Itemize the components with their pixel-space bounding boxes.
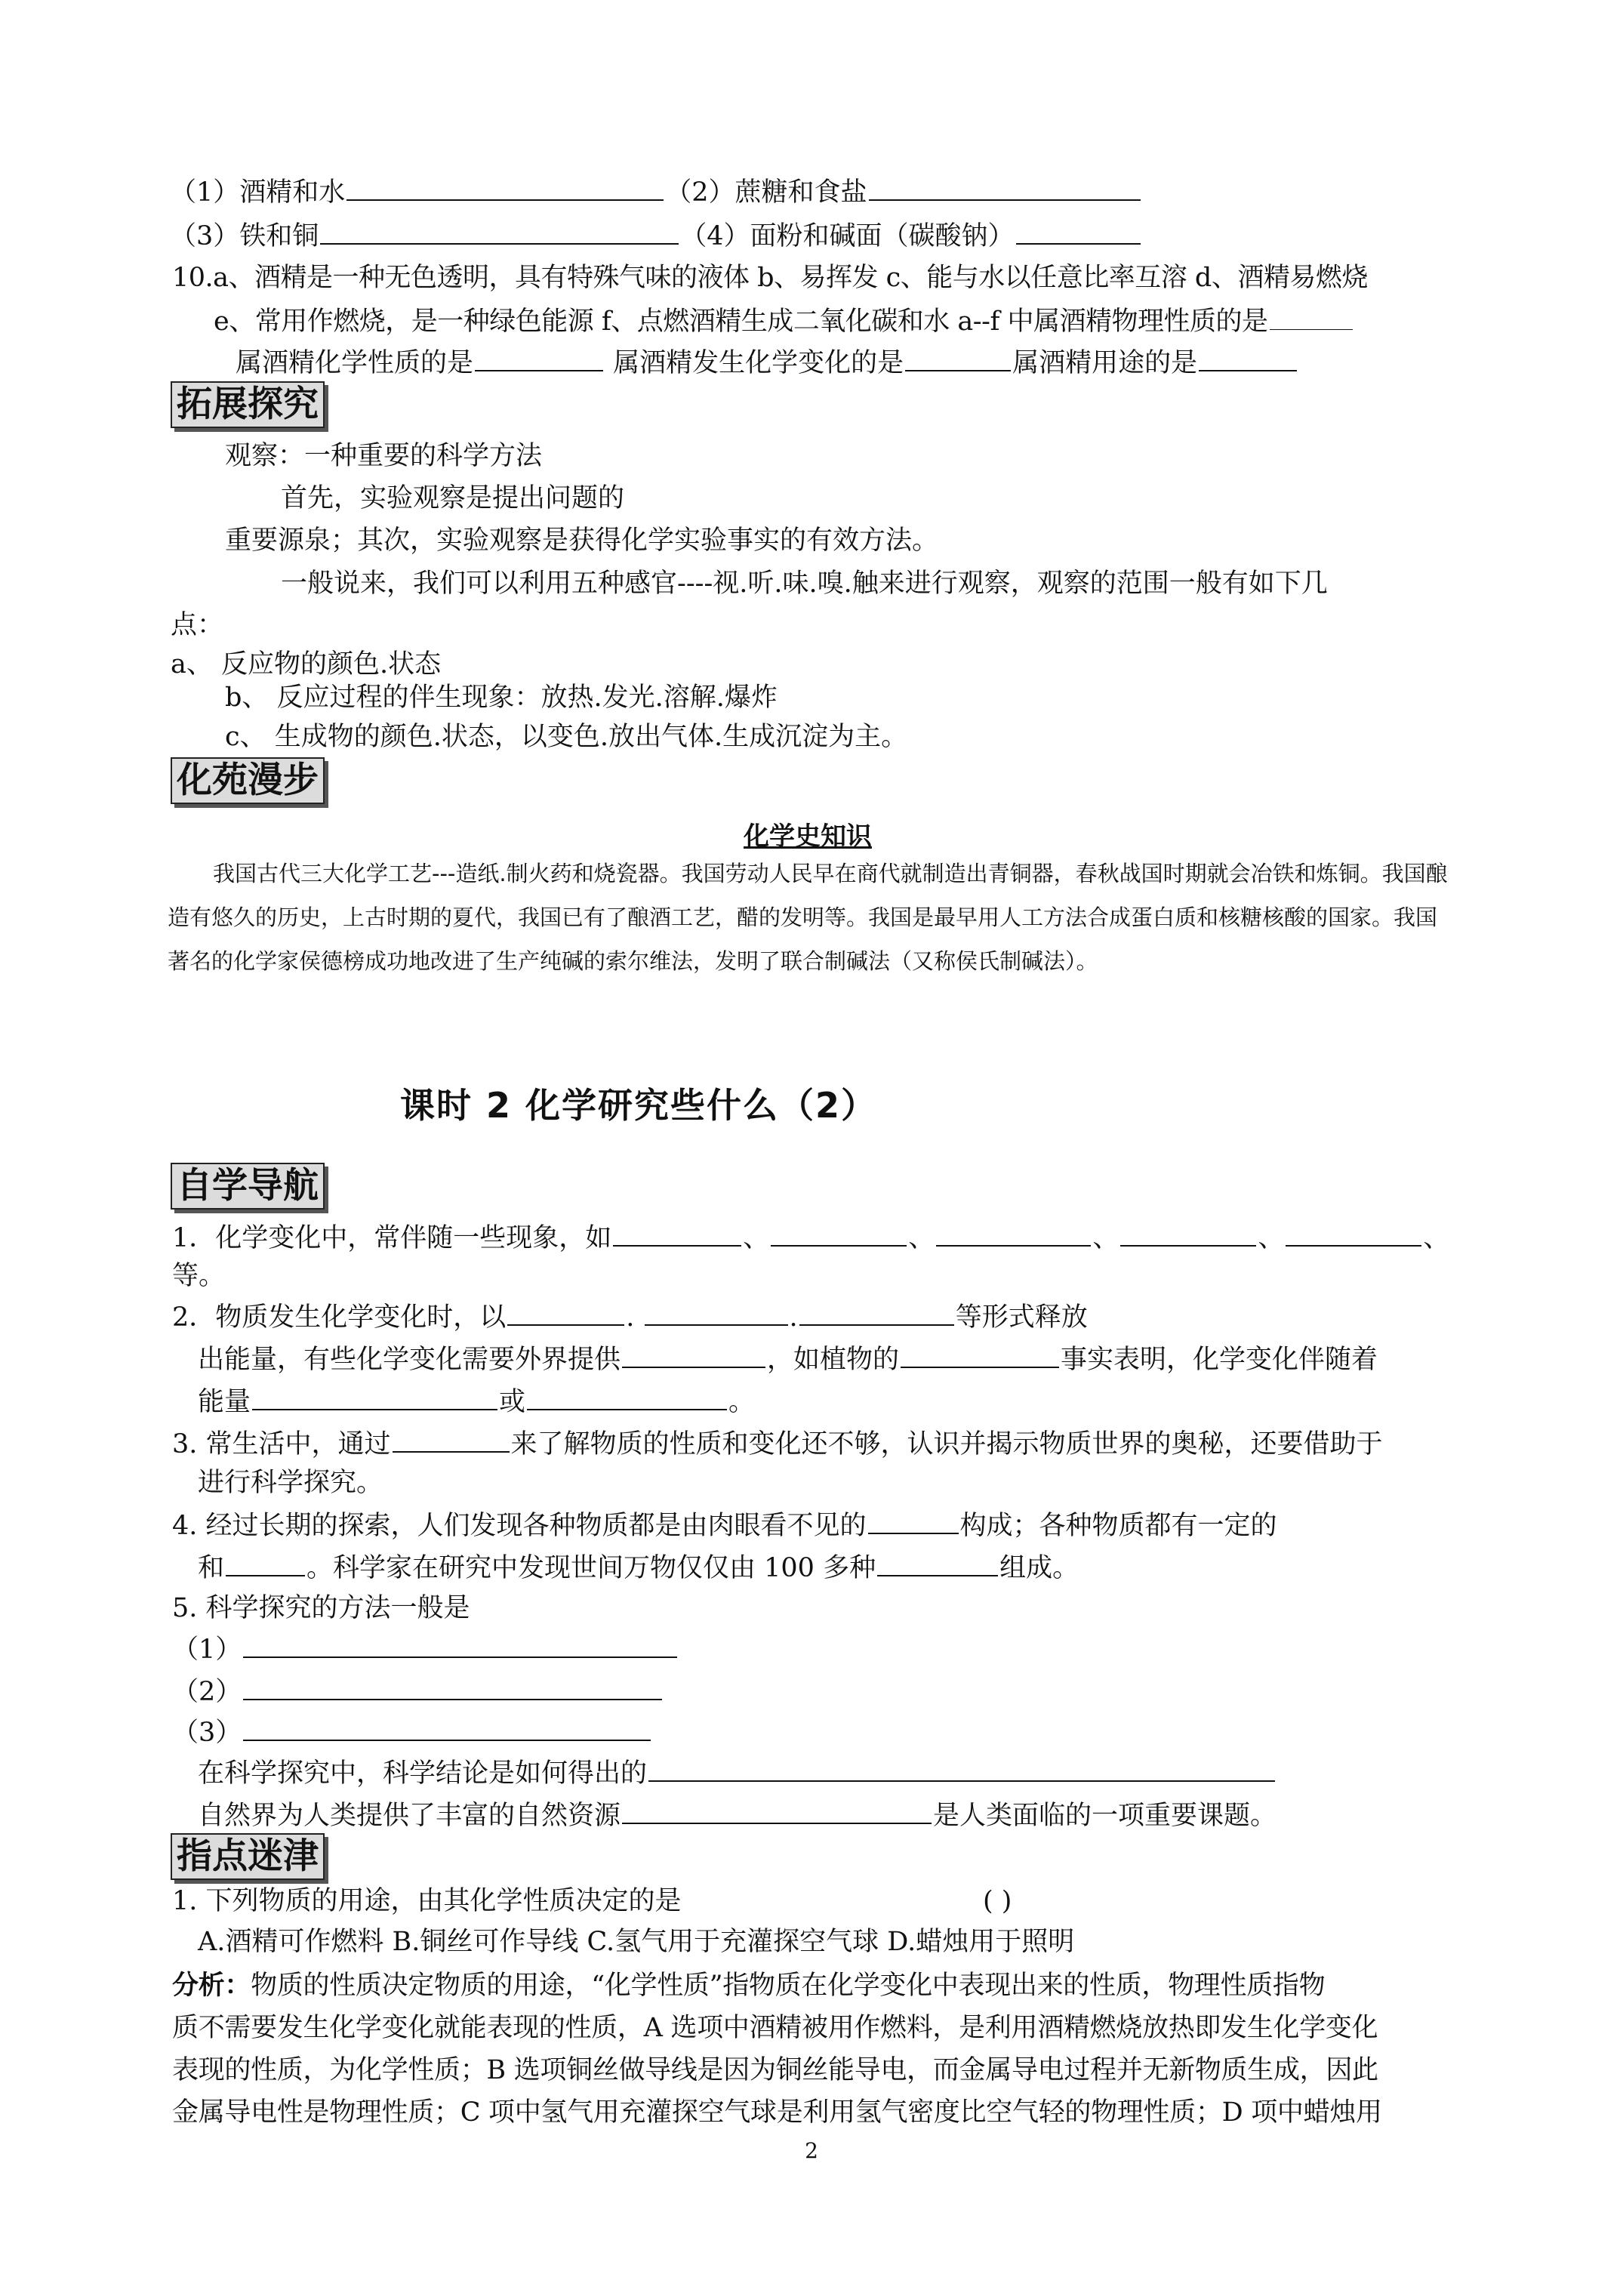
section-heading-self-study: 自学导航: [171, 1163, 325, 1210]
self-q1-text: 1．化学变化中，常伴随一些现象，如: [172, 1223, 612, 1253]
analysis-line-3: 表现的性质，为化学性质；B 选项铜丝做导线是因为铜丝能导电，而金属导电过程并无新物质生成，因此: [172, 2055, 1378, 2085]
answer-blank[interactable]: [243, 1715, 651, 1741]
q9-row-2: [170, 219, 1142, 253]
lesson-title: 课时 2 化学研究些什么（2）: [400, 1085, 878, 1126]
self-q2-text-5: 能量: [198, 1387, 251, 1417]
self-q1-end: 等。: [172, 1261, 226, 1291]
analysis-text-1: 物质的性质决定物质的用途，“化学性质”指物质在化学变化中表现出来的性质，物理性质指物: [251, 1971, 1326, 2001]
answer-blank[interactable]: [320, 219, 679, 245]
self-q2-line-1: 2．物质发生化学变化时，以 . . 等形式释放: [172, 1300, 1088, 1334]
tips-options: A.酒精可作燃料 B.铜丝可作导线 C.氢气用于充灌探空气球 D.蜡烛用于照明: [198, 1927, 1075, 1957]
q10-line-2: [214, 305, 1354, 338]
answer-blank[interactable]: [1016, 219, 1141, 245]
self-step-1: [172, 1632, 679, 1666]
answer-blank[interactable]: [226, 1551, 305, 1576]
answer-blank[interactable]: [799, 1300, 954, 1326]
answer-blank[interactable]: [243, 1632, 677, 1658]
self-q1: 1．化学变化中，常伴随一些现象，如 、 、 、 、 、: [172, 1221, 1449, 1255]
analysis-label: 分析：: [172, 1970, 251, 2001]
analysis-line-2: 质不需要发生化学变化就能表现的性质，A 选项中酒精被用作燃料，是利用酒精燃烧放热即发生化学变化: [172, 2013, 1378, 2043]
answer-blank[interactable]: [869, 175, 1141, 201]
self-q3-line-2: 进行科学探究。: [198, 1468, 383, 1498]
q10-text: e、常用作燃烧，是一种绿色能源 f、点燃酒精生成二氧化碳和水 a--f 中属酒精物理性质的是: [214, 307, 1268, 337]
extend-item-b: b、 反应过程的伴生现象：放热.发光.溶解.爆炸: [225, 683, 778, 713]
q10-chem-label: 属酒精化学性质的是: [236, 348, 474, 378]
answer-blank[interactable]: [622, 1342, 765, 1368]
section-heading-garden: 化苑漫步: [171, 757, 325, 804]
section-heading-tips: 指点迷津: [171, 1833, 325, 1880]
q10-use-label: 属酒精用途的是: [1012, 348, 1198, 378]
self-q4-line-2: [198, 1551, 1079, 1585]
self-q4-and: 和: [198, 1553, 225, 1583]
self-q4-line-1: [172, 1509, 1277, 1542]
self-q4-text-4: 组成。: [999, 1553, 1079, 1583]
q10-line-3: [236, 346, 1298, 380]
answer-blank[interactable]: [901, 1342, 1059, 1368]
self-step-3: [172, 1715, 652, 1749]
q9-item-2: （2）蔗糖和食盐: [665, 177, 867, 208]
extend-p2: 首先，实验观察是提出问题的: [281, 483, 625, 513]
extend-p5: 点：: [171, 610, 224, 640]
self-q3-text: 3. 常生活中，通过: [172, 1429, 391, 1459]
self-q2-or: 或: [499, 1387, 526, 1417]
story-text: 我国古代三大化学工艺---造纸.制火药和烧瓷器。我国劳动人民早在商代就制造出青铜器，春秋战国时期就会冶铁和炼铜。我国酿造有悠久的历史，上古时期的夏代，我国已有了酿酒工艺，醋的发明等。我国是最早用人工方法合成蛋白质和核糖核酸的国家。我国著名的化学家侯德榜成功地改进了生产纯碱的索尔维法，发明了联合制碱法（又称侯氏制碱法）。: [168, 861, 1448, 974]
analysis-line-4: 金属导电性是物理性质；C 项中氢气用充灌探空气球是利用氢气密度比空气轻的物理性质；D 项中蜡烛用: [172, 2097, 1382, 2128]
extend-item-a: a、 反应物的颜色.状态: [171, 649, 442, 680]
self-q2-text-3: ，如植物的: [767, 1345, 900, 1375]
answer-blank[interactable]: [868, 1509, 959, 1534]
answer-blank[interactable]: [1120, 1221, 1256, 1247]
q10-line-1: 10.a、酒精是一种无色透明，具有特殊气味的液体 b、易挥发 c、能与水以任意比率互溶 d、酒精易燃烧: [172, 263, 1368, 293]
self-q3-line-1: [172, 1427, 1383, 1461]
step-number: （2）: [172, 1677, 242, 1707]
answer-blank[interactable]: [243, 1675, 662, 1700]
answer-blank[interactable]: [645, 1300, 788, 1326]
self-q4-text-2: 构成；各种物质都有一定的: [959, 1511, 1277, 1541]
self-q2-text: 2．物质发生化学变化时，以: [172, 1302, 507, 1333]
answer-blank[interactable]: [1270, 305, 1353, 330]
answer-blank[interactable]: [648, 1756, 1275, 1782]
answer-blank[interactable]: [613, 1221, 741, 1247]
self-conclusion: [198, 1756, 1277, 1790]
step-number: （3）: [172, 1718, 242, 1748]
q9-item-4: （4）面粉和碱面（碳酸钠）: [680, 221, 1015, 251]
analysis-line-1: [172, 1969, 1325, 2002]
self-q4-text: 4. 经过长期的探索，人们发现各种物质都是由肉眼看不见的: [172, 1511, 867, 1541]
answer-blank[interactable]: [771, 1221, 907, 1247]
self-step-2: [172, 1675, 664, 1709]
answer-blank[interactable]: [936, 1221, 1091, 1247]
self-nature: [198, 1798, 1277, 1832]
q9-item-3: （3）铁和铜: [170, 221, 319, 251]
section-heading-extend: 拓展探究: [171, 381, 325, 428]
nature-text-2: 是人类面临的一项重要课题。: [933, 1801, 1277, 1831]
conclusion-text: 在科学探究中，科学结论是如何得出的: [198, 1758, 648, 1789]
extend-p4: 一般说来，我们可以利用五种感官----视.听.味.嗅.触来进行观察，观察的范围一般有如下几: [281, 569, 1328, 599]
answer-blank[interactable]: [622, 1798, 932, 1824]
q9-row-1: [170, 175, 1142, 209]
extend-item-c: c、 生成物的颜色.状态，以变色.放出气体.生成沉淀为主。: [225, 722, 908, 752]
step-number: （1）: [172, 1635, 242, 1665]
extend-p3: 重要源泉；其次，实验观察是获得化学实验事实的有效方法。: [225, 525, 939, 556]
self-q2-release: 等形式释放: [955, 1302, 1088, 1333]
story-title: 化学史知识: [744, 821, 872, 852]
answer-blank[interactable]: [475, 346, 603, 371]
extend-p1: 观察：一种重要的科学方法: [225, 441, 543, 471]
self-q4-text-3: 。科学家在研究中发现世间万物仅仅由 100 多种: [306, 1553, 876, 1583]
answer-blank[interactable]: [507, 1300, 624, 1326]
answer-parentheses[interactable]: ( ): [983, 1886, 1012, 1916]
page-number: 2: [805, 2138, 818, 2163]
answer-blank[interactable]: [393, 1427, 510, 1453]
tips-q1: 1. 下列物质的用途，由其化学性质决定的是: [172, 1886, 682, 1916]
answer-blank[interactable]: [346, 175, 664, 201]
self-q2-line-2: [198, 1342, 1378, 1376]
answer-blank[interactable]: [1286, 1221, 1421, 1247]
self-q2-line-3: 能量 或 。: [198, 1385, 755, 1419]
self-q3-text-2: 来了解物质的性质和变化还不够，认识并揭示物质世界的奥秘，还要借助于: [510, 1429, 1383, 1459]
q10-change-label: 属酒精发生化学变化的是: [613, 348, 904, 378]
answer-blank[interactable]: [252, 1385, 497, 1410]
nature-text: 自然界为人类提供了丰富的自然资源: [198, 1801, 621, 1831]
self-q5: 5. 科学探究的方法一般是: [172, 1593, 470, 1623]
answer-blank[interactable]: [527, 1385, 727, 1410]
q9-item-1: （1）酒精和水: [170, 177, 346, 208]
answer-blank[interactable]: [905, 346, 1011, 371]
answer-blank[interactable]: [1199, 346, 1297, 371]
self-q2-text-2: 出能量，有些化学变化需要外界提供: [198, 1345, 621, 1375]
answer-blank[interactable]: [877, 1551, 998, 1576]
self-q2-text-4: 事实表明，化学变化伴随着: [1061, 1345, 1378, 1375]
